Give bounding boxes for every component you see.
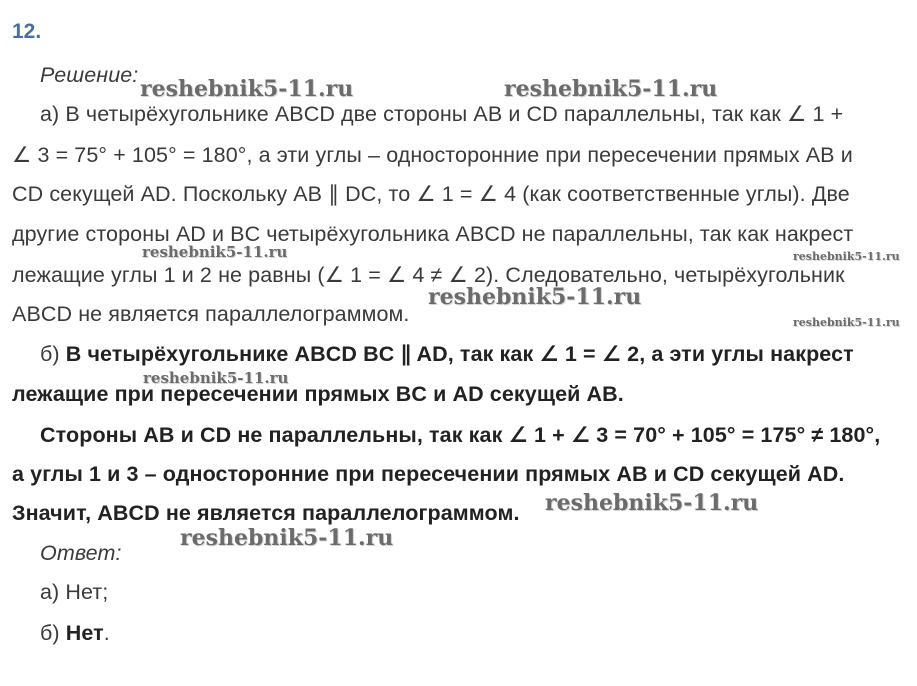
- part-b2-line-3: Значит, ABCD не является параллелограммом.: [12, 501, 520, 525]
- part-b-bold-1: В четырёхугольнике ABCD BC ∥ AD, так как ∠ 1 = ∠ 2, а эти углы накрест: [65, 342, 854, 366]
- solution-label: Решение:: [40, 63, 139, 87]
- answer-b-suffix: .: [103, 621, 110, 645]
- part-a-line-4: другие стороны AD и BC четырёхугольника ABCD не параллельны, так как накрест: [12, 222, 854, 246]
- part-b-line-1: [40, 341, 854, 367]
- watermark: reshebnik5-11.ru: [143, 369, 289, 387]
- watermark: reshebnik5-11.ru: [142, 243, 288, 261]
- answer-a: а) Нет;: [40, 580, 109, 604]
- part-b-line-2: лежащие при пересечении прямых BC и AD секущей AB.: [12, 382, 624, 406]
- watermark: reshebnik5-11.ru: [428, 284, 642, 310]
- watermark: reshebnik5-11.ru: [545, 490, 759, 516]
- part-b-prefix: б): [40, 342, 66, 366]
- answer-b-bold: Нет: [65, 621, 104, 645]
- watermark: reshebnik5-11.ru: [180, 525, 394, 551]
- part-a-line-1: а) В четырёхугольнике ABCD две стороны AB и CD параллельны, так как ∠ 1 +: [40, 102, 844, 126]
- part-a-line-6: ABCD не является параллелограммом.: [12, 302, 410, 326]
- part-a-line-2: ∠ 3 = 75° + 105° = 180°, а эти углы – односторонние при пересечении прямых AB и: [12, 143, 853, 167]
- part-b2-line-2: а углы 1 и 3 – односторонние при пересечении прямых AB и CD секущей AD.: [12, 462, 845, 486]
- watermark: reshebnik5-11.ru: [504, 76, 718, 102]
- answer-b-prefix: б): [40, 621, 66, 645]
- watermark: reshebnik5-11.ru: [793, 250, 900, 263]
- part-a-line-3: CD секущей AD. Поскольку AB ∥ DC, то ∠ 1 = ∠ 4 (как соответственные углы). Две: [12, 182, 850, 206]
- part-a-line-5: лежащие углы 1 и 2 не равны (∠ 1 = ∠ 4 ≠ ∠ 2). Следовательно, четырёхугольник: [12, 263, 845, 287]
- answer-label: Ответ:: [40, 541, 122, 565]
- watermark: reshebnik5-11.ru: [793, 316, 900, 329]
- answer-b: [40, 620, 110, 646]
- task-number: 12.: [12, 20, 42, 43]
- part-b2-line-1: Стороны AB и CD не параллельны, так как ∠ 1 + ∠ 3 = 70° + 105° = 175° ≠ 180°,: [40, 423, 881, 447]
- watermark: reshebnik5-11.ru: [140, 76, 354, 102]
